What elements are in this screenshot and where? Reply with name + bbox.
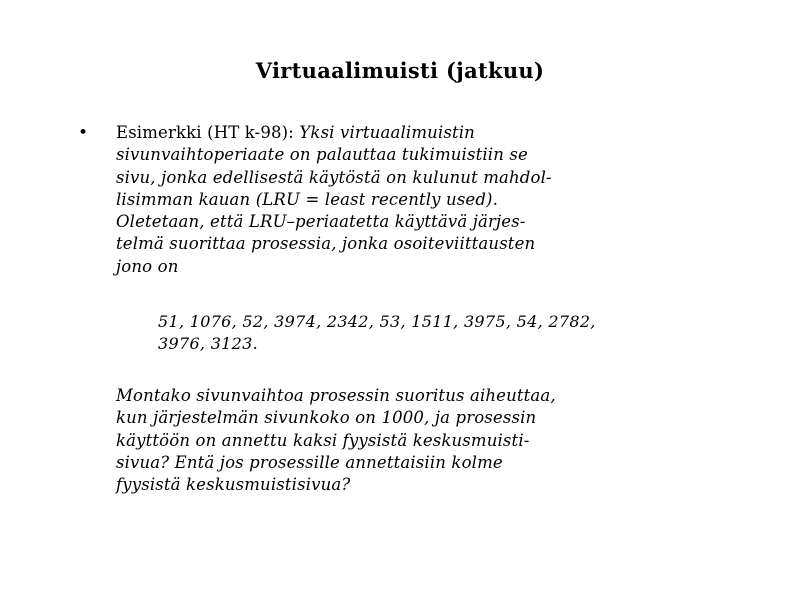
reference-sequence-line-2: 3976, 3123. (158, 334, 258, 354)
question-line-3: käyttöön on annettu kaksi fyysistä keskusmuisti- (116, 430, 530, 450)
question-line-1: Montako sivunvaihtoa prosessin suoritus aiheuttaa, (116, 386, 556, 406)
example-text-line-7: jono on (116, 256, 179, 276)
example-paragraph (116, 122, 728, 278)
bullet-item (78, 122, 728, 497)
question-line-4: sivua? Entä jos prosessille annettaisiin kolme (116, 452, 503, 472)
question-line-5: fyysistä keskusmuistisivua? (116, 475, 351, 495)
reference-sequence-line-1: 51, 1076, 52, 3974, 2342, 53, 1511, 3975, 54, 2782, (158, 312, 596, 332)
example-text-line-6: telmä suorittaa prosessia, jonka osoiteviittausten (116, 234, 536, 254)
example-text-line-3: sivu, jonka edellisestä käytöstä on kulunut mahdol- (116, 167, 552, 187)
bullet-block (78, 122, 728, 497)
example-text-line-1: Yksi virtuaalimuistin (299, 123, 475, 142)
example-text-line-2: sivunvaihtoperiaate on palauttaa tukimuistiin se (116, 145, 528, 165)
bullet-content (116, 122, 728, 497)
bullet-marker: • (78, 123, 89, 143)
question-paragraph (116, 385, 728, 496)
example-text-line-4: lisimman kauan (LRU = least recently used). (116, 189, 499, 209)
example-text-line-5: Oletetaan, että LRU–periaatetta käyttävä järjes- (116, 212, 526, 232)
example-label: Esimerkki (HT k-98): (116, 123, 294, 142)
reference-sequence (158, 311, 728, 355)
question-line-2: kun järjestelmän sivunkoko on 1000, ja prosessin (116, 408, 537, 428)
page-title: Virtuaalimuisti (jatkuu) (255, 58, 545, 83)
